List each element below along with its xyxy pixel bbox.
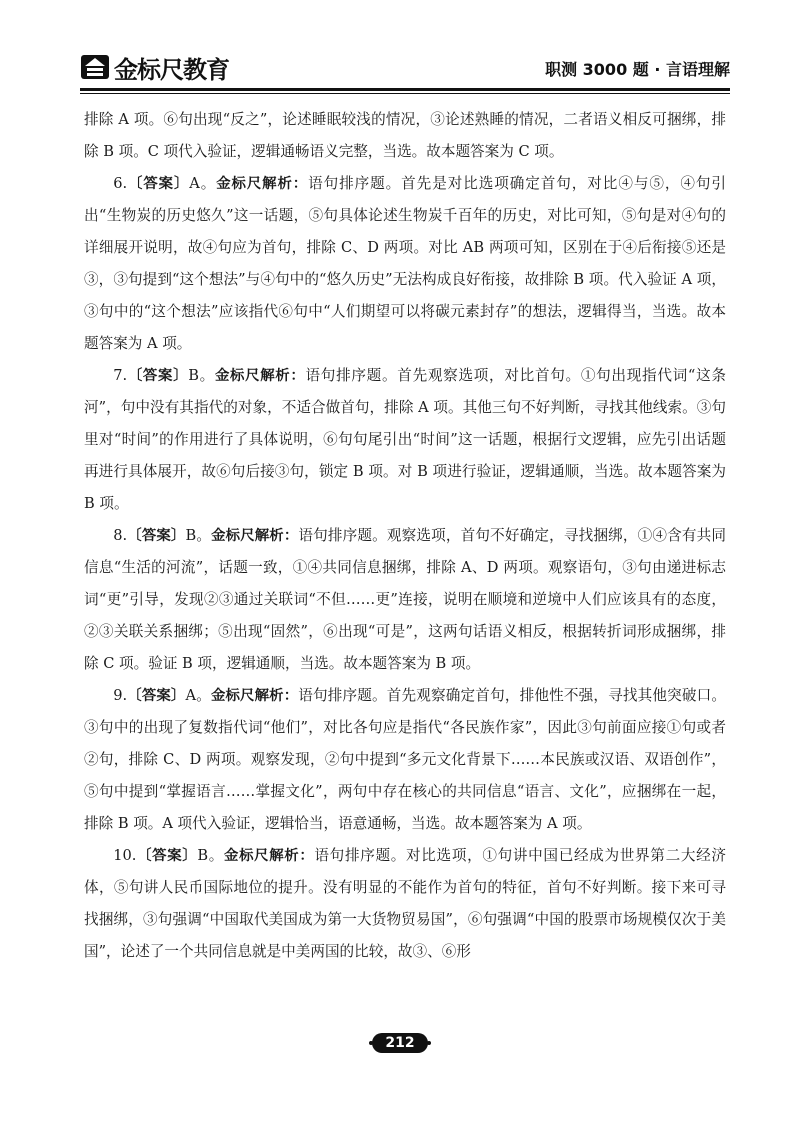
paragraph-text: 语句排序题。首先观察确定首句，排他性不强，寻找其他突破口。③句中的出现了复数指代词“他们”，对比各句应是指代“各民族作家”，因此③句前面应接①句或者②句，排除 C、D 两项。观察发现，②句中提到“多元文化背景下……本民族或汉语、双语创作”，⑤句中提到“掌握语言……掌握文化”，两句中存在核心的共同信息“语言、文化”，应捆绑在一起，排除 B 项。A 项代入验证，逻辑恰当，语意通畅，当选。故本题答案为 A 项。	[84, 687, 726, 832]
answer-choice: B。	[185, 527, 212, 544]
paragraph-text: 语句排序题。首先观察选项，对比首句。①句出现指代词“这条河”，句中没有其指代的对象，不适合做首句，排除 A 项。其他三句不好判断，寻找其他线索。③句里对“时间”的作用进行了具体说明，⑥句句尾引出“时间”这一话题，根据行文逻辑，应先引出话题再进行具体展开，故⑥句后接③句，锁定 B 项。对 B 项进行验证，逻辑通顺，当选。故本题答案为 B 项。	[84, 367, 726, 512]
paragraph-text: 排除 A 项。⑥句出现“反之”，论述睡眠较浅的情况，③论述熟睡的情况，二者语义相反可捆绑，排除 B 项。C 项代入验证，逻辑通畅语义完整，当选。故本题答案为 C 项。	[84, 111, 726, 160]
analysis-label: 金标尺解析：	[211, 528, 299, 544]
item-number: 7.	[113, 367, 128, 384]
analysis-label: 金标尺解析：	[224, 848, 315, 864]
book-title: 职测 3000 题 · 言语理解	[545, 60, 730, 79]
item-number: 8.	[113, 527, 128, 544]
paragraph-continuation	[84, 104, 726, 168]
answer-label: 〔答案〕	[127, 528, 186, 544]
paragraph-text: 语句排序题。首先是对比选项确定首句，对比④与⑤，④句引出“生物炭的历史悠久”这一话题，⑤句具体论述生物炭千百年的历史，对比可知，⑤句是对④句的详细展开说明，故④句应为首句，排除 C、D 两项。对比 AB 两项可知，区别在于④后衔接⑤还是③，③句提到“这个想法”与④句中的“悠久历史”无法构成良好衔接，故排除 B 项。代入验证 A 项，③句中的“这个想法”应该指代⑥句中“人们期望可以将碳元素封存”的想法，逻辑得当，当选。故本题答案为 A 项。	[84, 175, 726, 352]
answer-label: 〔答案〕	[127, 176, 190, 192]
answer-choice: A。	[189, 175, 217, 192]
answer-explanations	[84, 104, 726, 968]
golden-ruler-logo-icon	[80, 54, 110, 80]
answer-item-9	[84, 680, 726, 840]
answer-choice: A。	[185, 687, 211, 704]
answer-item-8	[84, 520, 726, 680]
logo-text: 金标尺教育	[114, 55, 229, 84]
answer-label: 〔答案〕	[136, 848, 198, 864]
item-number: 6.	[113, 175, 128, 192]
analysis-label: 金标尺解析：	[210, 688, 299, 704]
page-header	[80, 48, 730, 88]
publisher-logo	[80, 52, 229, 82]
answer-item-6	[84, 168, 726, 360]
header-rule-thick	[80, 88, 730, 91]
analysis-label: 金标尺解析：	[216, 176, 309, 192]
answer-label: 〔答案〕	[127, 368, 189, 384]
answer-item-7	[84, 360, 726, 520]
answer-label: 〔答案〕	[127, 688, 186, 704]
analysis-label: 金标尺解析：	[214, 368, 306, 384]
answer-choice: B。	[197, 847, 225, 864]
paragraph-text: 语句排序题。观察选项，首句不好确定，寻找捆绑，①④含有共同信息“生活的河流”，话题一致，①④共同信息捆绑，排除 A、D 两项。观察语句，③句由递进标志词“更”引导，发现②③通过关联词“不但……更”连接，说明在顺境和逆境中人们应该具有的态度，②③关联关系捆绑；⑤出现“固然”，⑥出现“可是”，这两句话语义相反，根据转折词形成捆绑，排除 C 项。验证 B 项，逻辑通顺，当选。故本题答案为 B 项。	[84, 527, 726, 672]
header-rule-thin	[80, 93, 730, 94]
page-number: 212	[385, 1035, 415, 1051]
page-number-badge	[368, 1032, 432, 1054]
answer-choice: B。	[188, 367, 215, 384]
paragraph-text: 语句排序题。对比选项，①句讲中国已经成为世界第二大经济体，⑤句讲人民币国际地位的提升。没有明显的不能作为首句的特征，首句不好判断。接下来可寻找捆绑，③句强调“中国取代美国成为第一大货物贸易国”，⑥句强调“中国的股票市场规模仅次于美国”，论述了一个共同信息就是中美两国的比较，故③、⑥形	[84, 847, 726, 960]
answer-item-10	[84, 840, 726, 968]
item-number: 10.	[113, 847, 137, 864]
item-number: 9.	[113, 687, 128, 704]
